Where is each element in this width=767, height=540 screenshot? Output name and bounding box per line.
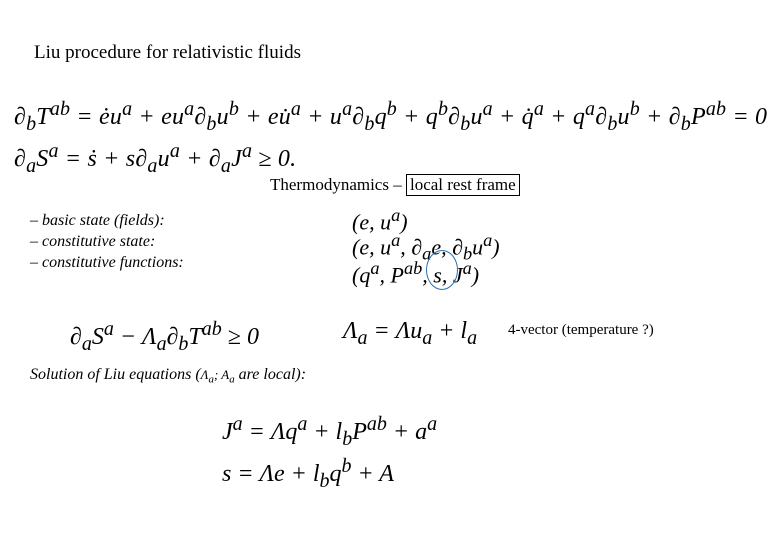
solution-symbols: $\Lambda_a$; $A_a$ [200, 367, 235, 386]
solution-caption [30, 366, 306, 386]
thermodynamics-heading [270, 175, 520, 195]
energy-momentum-balance-equation: $\partial_bT^{ab}$ = $ėu^a + eu^a\partial_bu^b$ + eu̇$^a$ + $u^a\partial_bq^b + q^b\partial_bu^a$ + q̇$^a$ + $q^a\partial_bu^b + \partial_bP^{ab} = 0$ [14, 98, 767, 135]
constitutive-functions-label: – constitutive functions: [30, 254, 184, 271]
solution-prefix: Solution of Liu equations ( [30, 366, 201, 383]
entropy-density-result: $s = \Lambda e + l_bq^b + A$ [222, 455, 394, 492]
solution-suffix: are local): [234, 366, 307, 383]
liu-inequality: $\partial_aS^a - \Lambda_a\partial_bT^{ab} \ge 0$ [70, 318, 259, 355]
entropy-highlight-circle [426, 250, 458, 290]
thermodynamics-label: Thermodynamics – [270, 175, 406, 194]
entropy-inequality-equation: $\partial_aS^a$ = ṡ + $s\partial_au^a + \partial_aJ^a \ge 0$. [14, 140, 297, 177]
basic-state-label: – basic state (fields): [30, 212, 165, 229]
entropy-flux-result: $J^a = \Lambda q^a + l_bP^{ab} + a^a$ [222, 413, 438, 450]
four-vector-note: 4-vector (temperature ?) [508, 322, 654, 338]
slide-title: Liu procedure for relativistic fluids [34, 42, 301, 63]
constitutive-state-tuple: (e, $u^a$, $\partial_ae$, $\partial_bu^a$) [352, 230, 500, 264]
lambda-decomposition: $\Lambda_a = \Lambda u_a + l_a$ [343, 318, 478, 349]
constitutive-functions-tuple: ($q^a$, $P^{ab}$, s, $J^a$) [352, 258, 480, 288]
constitutive-state-label: – constitutive state: [30, 233, 156, 250]
local-rest-frame-box: local rest frame [406, 174, 520, 196]
basic-state-tuple: (e, $u^a$) [352, 205, 408, 235]
